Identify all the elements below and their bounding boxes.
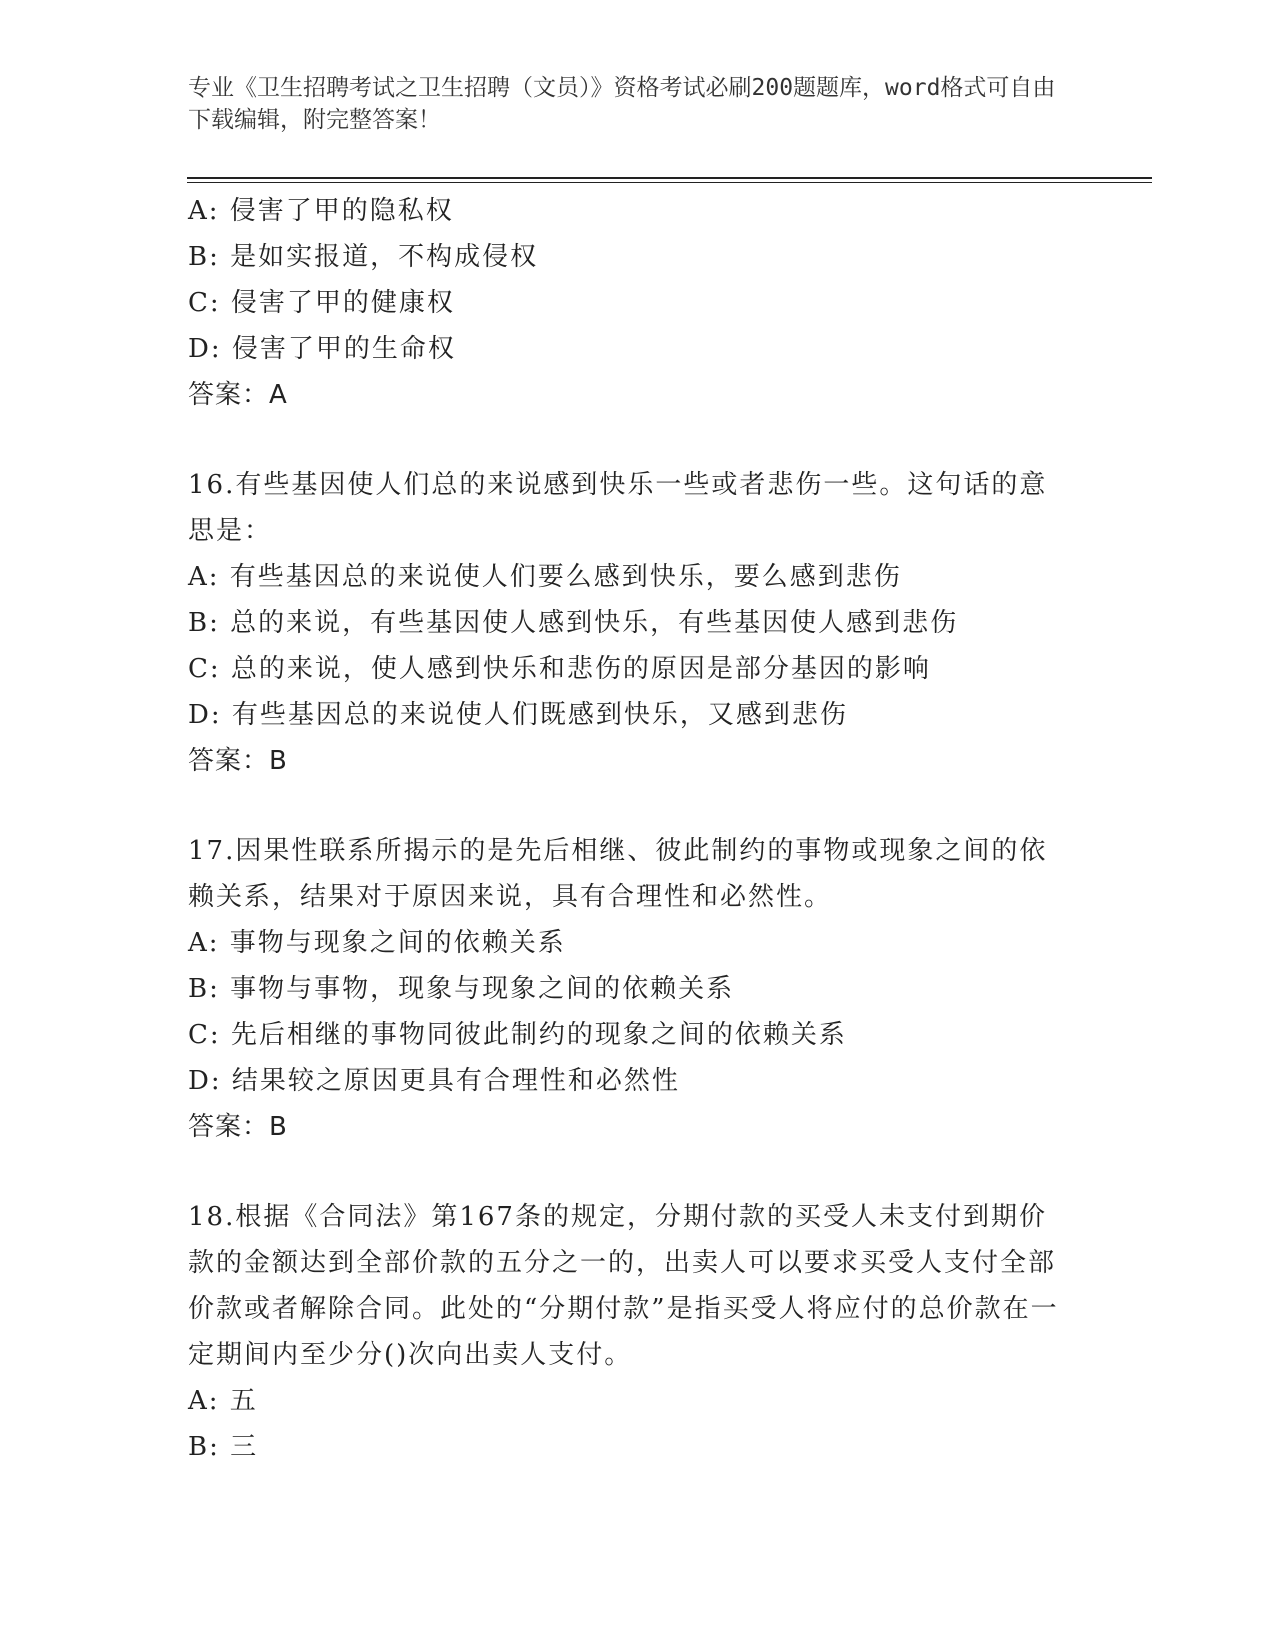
option-b: B: 三 [188, 1432, 259, 1462]
option-c: C: 总的来说，使人感到快乐和悲伤的原因是部分基因的影响 [188, 654, 931, 684]
option-a: A: 侵害了甲的隐私权 [188, 196, 454, 226]
option-a: A: 五 [188, 1386, 258, 1416]
question-list [188, 188, 1088, 1470]
option-a: A: 事物与现象之间的依赖关系 [188, 928, 566, 958]
spacer [188, 784, 1088, 828]
option-c: C: 先后相继的事物同彼此制约的现象之间的依赖关系 [188, 1020, 847, 1050]
question-text: 18.根据《合同法》第167条的规定，分期付款的买受人未支付到期价款的金额达到全部价款的五分之一的，出卖人可以要求买受人支付全部价款或者解除合同。此处的“分期付款”是指买受人将应付的总价款在一定期间内至少分()次向出卖人支付。 [188, 1202, 1059, 1370]
option-b: B: 是如实报道，不构成侵权 [188, 242, 539, 272]
question-15 [188, 188, 1088, 418]
option-d: D: 侵害了甲的生命权 [188, 334, 456, 364]
option-d: D: 有些基因总的来说使人们既感到快乐，又感到悲伤 [188, 700, 848, 730]
answer: 答案：A [188, 380, 288, 410]
document-header: 专业《卫生招聘考试之卫生招聘（文员）》资格考试必刷200题题库，word格式可自由下载编辑，附完整答案！ [188, 75, 1056, 133]
question-18 [188, 1194, 1088, 1470]
option-c: C: 侵害了甲的健康权 [188, 288, 455, 318]
option-b: B: 事物与事物，现象与现象之间的依赖关系 [188, 974, 735, 1004]
answer: 答案：B [188, 746, 288, 776]
answer: 答案：B [188, 1112, 288, 1142]
question-16 [188, 462, 1088, 784]
option-d: D: 结果较之原因更具有合理性和必然性 [188, 1066, 680, 1096]
spacer [188, 418, 1088, 462]
option-a: A: 有些基因总的来说使人们要么感到快乐，要么感到悲伤 [188, 562, 902, 592]
header-rule-thick [187, 177, 1152, 179]
header-rule-thin [187, 182, 1152, 183]
question-text: 17.因果性联系所揭示的是先后相继、彼此制约的事物或现象之间的依赖关系，结果对于原因来说，具有合理性和必然性。 [188, 836, 1048, 912]
option-b: B: 总的来说，有些基因使人感到快乐，有些基因使人感到悲伤 [188, 608, 959, 638]
spacer [188, 1150, 1088, 1194]
question-text: 16.有些基因使人们总的来说感到快乐一些或者悲伤一些。这句话的意思是： [188, 470, 1048, 546]
question-17 [188, 828, 1088, 1150]
